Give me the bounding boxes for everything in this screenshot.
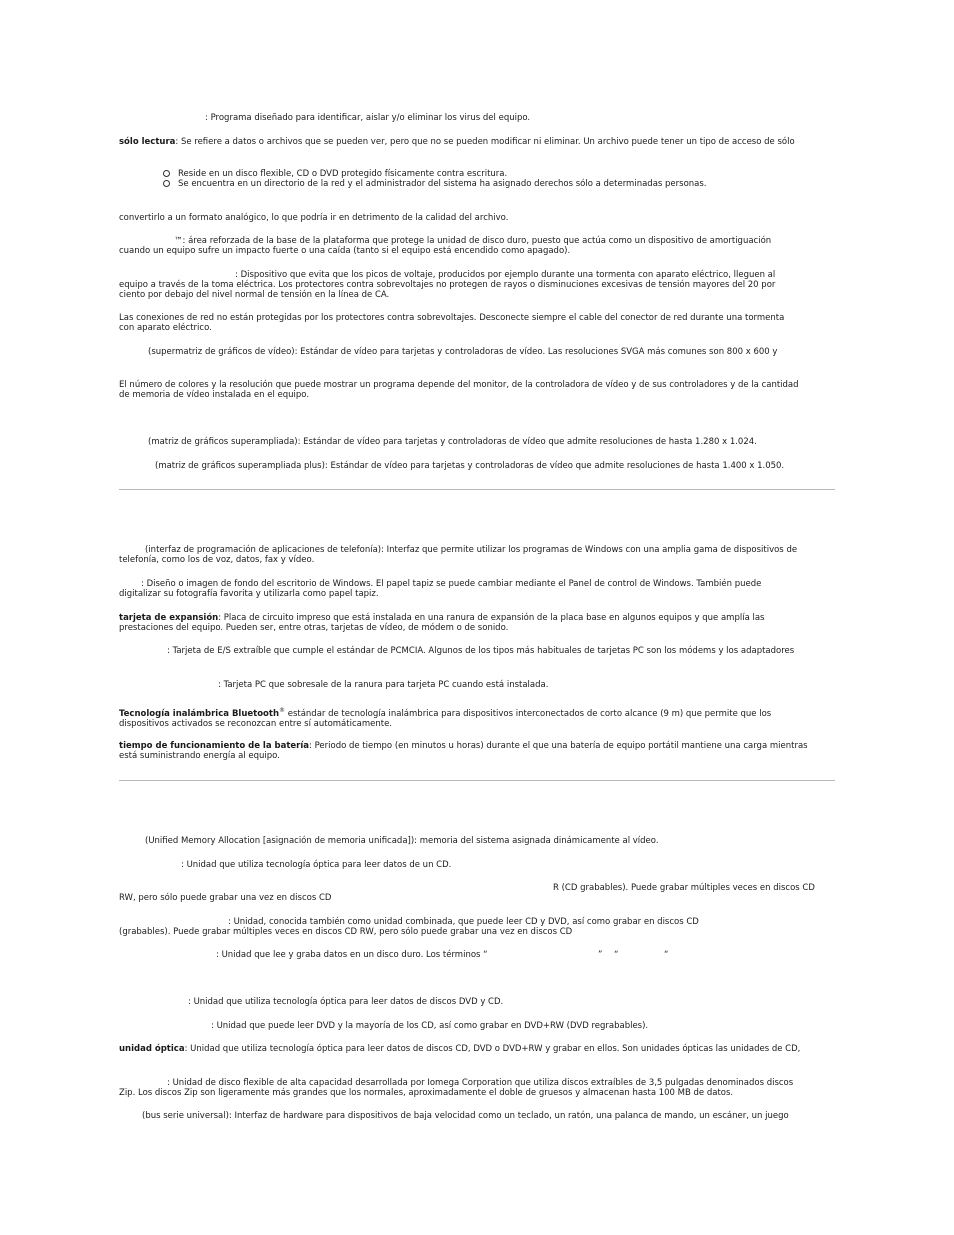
- entry-strikezone: ™: área reforzada de la base de la plataforma que protege la unidad de disco duro, puesto que actúa como un dispositivo de amortiguación cuando un equipo sufre un impacto fuerte o una caída (tanto si el equipo está encendido como apagado).: [119, 236, 772, 256]
- term-optical-drive: unidad óptica: [119, 1044, 185, 1054]
- surge-note: Las conexiones de red no están protegidas por los protectores contra sobrevoltajes. Desconecte siempre el cable del conector de red durante una tormenta con aparato eléctrico.: [119, 313, 785, 333]
- circle-bullet-icon: [163, 180, 170, 187]
- entry-sxga-plus: (matriz de gráficos superampliada plus): Estándar de vídeo para tarjetas y controladoras de vídeo que admite resoluciones de hasta 1.400 x 1.050.: [155, 461, 785, 471]
- entry-zip-drive: : Unidad de disco flexible de alta capacidad desarrollada por Iomega Corporation que utiliza discos extraíbles de 3,5 pulgadas denominados discos Zip. Los discos Zip son ligeramente más grandes que los normales, aproximadamente el doble de gruesos y almacenan hasta 100 MB de datos.: [119, 1078, 794, 1098]
- entry-usb: (bus serie universal): Interfaz de hardware para dispositivos de baja velocidad como un teclado, un ratón, una palanca de mando, un escáner, un juego: [142, 1111, 789, 1121]
- entry-bluetooth: Tecnología inalámbrica Bluetooth® estándar de tecnología inalámbrica para dispositivos interconectados de corto alcance (9 m) que permite que los dispositivos activados se reconozcan entre sí automáticamente.: [119, 707, 772, 729]
- term-solo-lectura: sólo lectura: [119, 137, 176, 147]
- section-divider: [119, 780, 835, 781]
- entry-sxga: (matriz de gráficos superampliada): Estándar de vídeo para tarjetas y controladoras de vídeo que admite resoluciones de hasta 1.280 x 1.024.: [148, 437, 757, 447]
- section-divider: [119, 489, 835, 490]
- entry-battery-life: tiempo de funcionamiento de la batería: Periodo de tiempo (en minutos u horas) durante el que una batería de equipo portátil mantiene una carga mientras está suministrando energía al equipo.: [119, 741, 808, 761]
- entry-svga: (supermatriz de gráficos de vídeo): Estándar de vídeo para tarjetas y controladoras de vídeo. Las resoluciones SVGA más comunes son 800 x 600 y: [148, 347, 778, 357]
- entry-optical-drive: unidad óptica: Unidad que utiliza tecnología óptica para leer datos de discos CD, DVD o DVD+RW y grabar en ellos. Son unidades ópticas las unidades de CD,: [119, 1044, 801, 1054]
- entry-cd-drive: : Unidad que utiliza tecnología óptica para leer datos de un CD.: [181, 860, 452, 870]
- list-item: Se encuentra en un directorio de la red y el administrador del sistema ha asignado derechos sólo a determinadas personas.: [163, 179, 813, 189]
- term-bluetooth: Tecnología inalámbrica Bluetooth: [119, 709, 280, 719]
- entry-analog: convertirlo a un formato analógico, lo que podría ir en detrimento de la calidad del archivo.: [119, 213, 509, 223]
- entry-antivirus: : Programa diseñado para identificar, aislar y/o eliminar los virus del equipo.: [205, 113, 531, 123]
- entry-hard-drive: : Unidad que lee y graba datos en un disco duro. Los términos “ ” “ “: [216, 950, 669, 960]
- colors-note: El número de colores y la resolución que puede mostrar un programa depende del monitor, de la controladora de vídeo y de sus controladores y de la cantidad de memoria de vídeo instalada en el equipo.: [119, 380, 799, 400]
- term-battery-life: tiempo de funcionamiento de la batería: [119, 741, 310, 751]
- entry-dvd-rw-drive: : Unidad que puede leer DVD y la mayoría de los CD, así como grabar en DVD+RW (DVD regrabables).: [211, 1021, 649, 1031]
- trademark-symbol: ™: [174, 236, 183, 246]
- entry-wallpaper: : Diseño o imagen de fondo del escritorio de Windows. El papel tapiz se puede cambiar mediante el Panel de control de Windows. También puede digitalizar su fotografía favorita y utilizarla como papel tapiz.: [119, 579, 762, 599]
- solo-lectura-list: [163, 169, 813, 189]
- entry-uma: (Unified Memory Allocation [asignación de memoria unificada]): memoria del sistema asignada dinámicamente al vídeo.: [145, 836, 659, 846]
- entry-dvd-drive: : Unidad que utiliza tecnología óptica para leer datos de discos DVD y CD.: [188, 997, 504, 1007]
- registered-symbol: ®: [279, 707, 286, 714]
- entry-surge-protector: : Dispositivo que evita que los picos de voltaje, producidos por ejemplo durante una tormenta con aparato eléctrico, lleguen al equipo a través de la toma eléctrica. Los protectores contra sobrevoltajes no protegen de rayos o disminuciones excesivas de tensión mayores del 20 por ciento por debajo del nivel normal de tensión en la línea de CA.: [119, 270, 776, 300]
- circle-bullet-icon: [163, 170, 170, 177]
- entry-pc-card: : Tarjeta de E/S extraíble que cumple el estándar de PCMCIA. Algunos de los tipos más habituales de tarjetas PC son los módems y los adaptadores: [167, 646, 795, 656]
- entry-cd-rw-drive: R (CD grabables). Puede grabar múltiples veces en discos CD RW, pero sólo puede grabar una vez en discos CD: [119, 883, 815, 903]
- entry-extended-pc-card: : Tarjeta PC que sobresale de la ranura para tarjeta PC cuando está instalada.: [218, 680, 549, 690]
- list-item: Reside en un disco flexible, CD o DVD protegido físicamente contra escritura.: [163, 169, 813, 179]
- entry-solo-lectura: sólo lectura: Se refiere a datos o archivos que se pueden ver, pero que no se pueden modificar ni eliminar. Un archivo puede tener un tipo de acceso de sólo: [119, 137, 795, 147]
- entry-combo-drive: : Unidad, conocida también como unidad combinada, que puede leer CD y DVD, así como grabar en discos CD (grabables). Puede grabar múltiples veces en discos CD RW, pero sólo puede grabar una vez en discos CD: [119, 917, 699, 937]
- term-expansion-card: tarjeta de expansión: [119, 613, 219, 623]
- entry-expansion-card: tarjeta de expansión: Placa de circuito impreso que está instalada en una ranura de expansión de la placa base en algunos equipos y que amplía las prestaciones del equipo. Pueden ser, entre otras, tarjetas de vídeo, de módem o de sonido.: [119, 613, 765, 633]
- entry-tapi: (interfaz de programación de aplicaciones de telefonía): Interfaz que permite utilizar los programas de Windows con una amplia gama de dispositivos de telefonía, como los de voz, datos, fax y vídeo.: [119, 545, 798, 565]
